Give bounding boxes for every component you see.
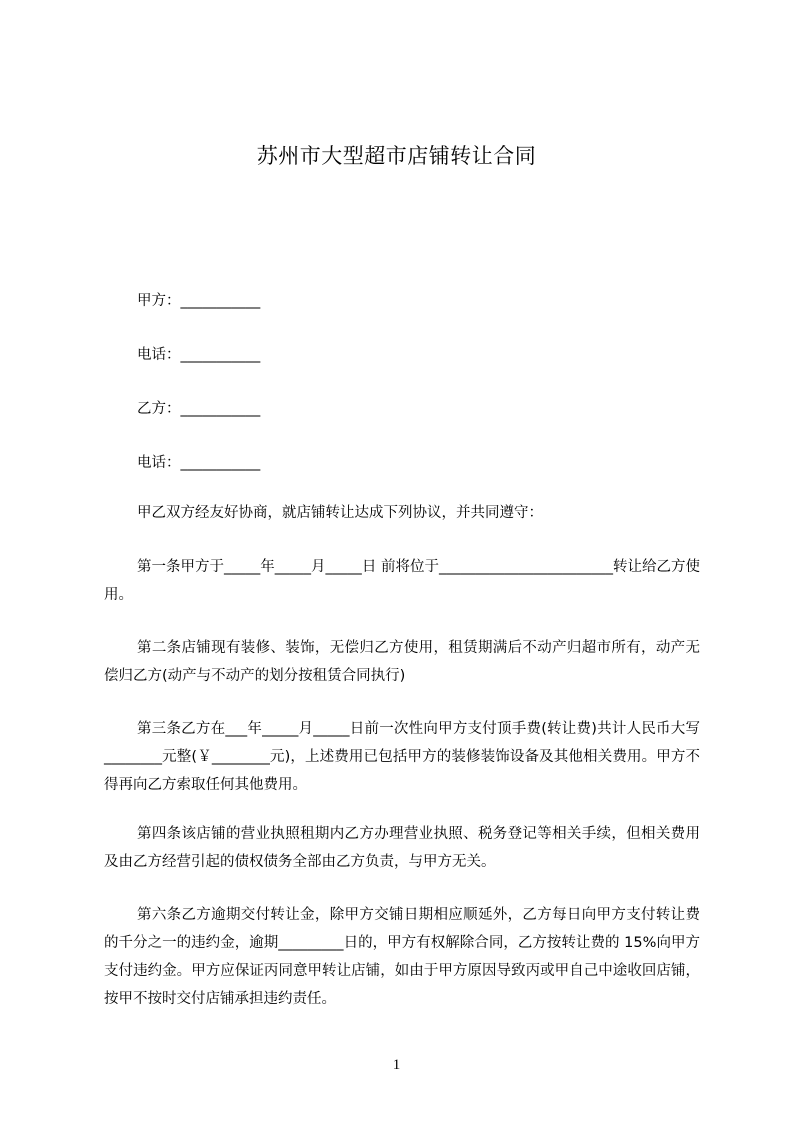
- article-3: 第三条乙方在___年_____月_____日前一次性向甲方支付顶手费(转让费)共计人民币大写________元整(￥________元)，上述费用已包括甲方的装修装饰设备及其他相关费用。甲方不得再向乙方索取任何其他费用。: [104, 721, 700, 793]
- party-b-field: 乙方：___________: [137, 401, 261, 417]
- intro-paragraph: 甲乙双方经友好协商，就店铺转让达成下列协议，并共同遵守：: [137, 505, 543, 521]
- party-a-field: 甲方：___________: [137, 293, 261, 309]
- party-a-phone-field: 电话：___________: [137, 347, 261, 363]
- article-2: 第二条店铺现有装修、装饰，无偿归乙方使用，租赁期满后不动产归超市所有，动产无偿归乙方(动产与不动产的划分按租赁合同执行): [104, 640, 700, 684]
- article-1: 第一条甲方于_____年_____月_____日 前将位于________________________转让给乙方使用。: [104, 559, 700, 603]
- article-6: 第六条乙方逾期交付转让金，除甲方交铺日期相应顺延外，乙方每日向甲方支付转让费的千分之一的违约金，逾期_________日的，甲方有权解除合同，乙方按转让费的 15%向甲方支付违约金。甲方应保证丙同意甲转让店铺，如由于甲方原因导致丙或甲自己中途收回店铺，按甲不按时交付店铺承担违约责任。: [104, 907, 700, 1007]
- party-b-phone-field: 电话：___________: [137, 455, 261, 471]
- article-4: 第四条该店铺的营业执照租期内乙方办理营业执照、税务登记等相关手续，但相关费用及由乙方经营引起的债权债务全部由乙方负责，与甲方无关。: [104, 826, 700, 870]
- document-title: 苏州市大型超市店铺转让合同: [256, 144, 537, 168]
- page-number: 1: [392, 1057, 401, 1073]
